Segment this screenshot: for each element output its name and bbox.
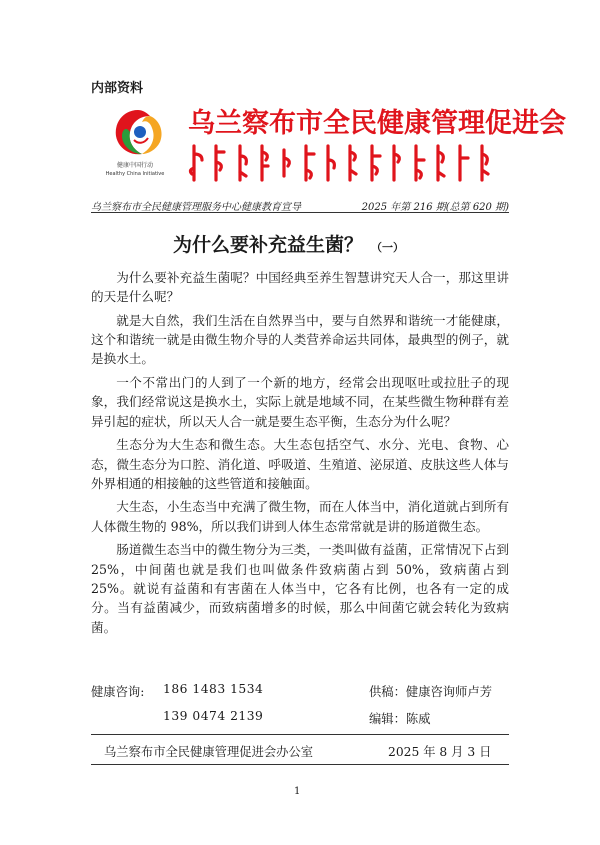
logo-caption-en: Healthy China Initiative (105, 171, 165, 177)
issue-number: 2025 年第 216 期(总第 620 期) (361, 202, 509, 213)
healthy-china-logo-icon (106, 102, 170, 166)
contact-label: 健康咨询: (91, 685, 145, 699)
article-paragraph: 一个不常出门的人到了一个新的地方，经常会出现呕吐或拉肚子的现象，我们经常说这是换水土，实际上就是地域不同，在某些微生物种群有差异引起的症状，所以天人合一就是要生态平衡，生态分为什么呢？ (91, 375, 509, 429)
issue-info-line (91, 198, 509, 213)
author-name: 健康咨询师卢芳 (405, 685, 492, 699)
article-paragraph: 生态分为大生态和微生态。大生态包括空气、水分、光电、食物、心态，微生态分为口腔、消化道、呼吸道、生殖道、泌尿道、皮肤这些人体与外界相通的相接触的这些管道和接触面。 (91, 437, 509, 491)
article-title (173, 230, 404, 257)
internal-label: 内部资料 (91, 81, 144, 96)
footer-office: 乌兰察布市全民健康管理促进会办公室 (104, 745, 314, 759)
article-paragraph: 大生态，小生态当中充满了微生物，而在人体当中，消化道就占到所有人体微生物的 98%，所以我们讲到人体生态常常就是讲的肠道微生态。 (91, 499, 509, 534)
author-credit (369, 682, 492, 700)
logo-caption-cn: 健康中国行动 (116, 162, 153, 169)
contact-block (91, 682, 509, 736)
logo-caption (96, 162, 174, 178)
header-divider (91, 212, 509, 213)
contact-phone-1: 186 1483 1534 (163, 682, 264, 696)
footer-date: 2025 年 8 月 3 日 (388, 745, 492, 759)
article-paragraph: 就是大自然，我们生活在自然界当中，要与自然界和谐统一才能健康，这个和谐统一就是由微生物介导的人类营养命运共同体，最典型的例子，就是换水土。 (91, 312, 509, 367)
editor-label: 编辑： (369, 712, 406, 726)
mongolian-script-title (188, 140, 508, 186)
footer-divider-bottom (91, 764, 509, 765)
article-title-text: 为什么要补充益生菌？ (173, 234, 364, 256)
article-paragraph: 为什么要补充益生菌呢？中国经典至养生智慧讲究天人合一，那这里讲的天是什么呢？ (91, 270, 509, 305)
editor-credit (369, 709, 431, 727)
organization-title: 乌兰察布市全民健康管理促进会 (188, 108, 566, 139)
article-paragraph: 肠道微生态当中的微生物分为三类，一类叫做有益菌，正常情况下占到 25%，中间菌也就是我们也叫做条件致病菌占到 50%，致病菌占到 25%。就说有益菌和有害菌在人体当中，它各有比例，也各有一定的成分。当有益菌减少，而致病菌增多的时候，那么中间菌它就会转化为致病菌。 (91, 542, 509, 635)
article-body (91, 268, 509, 641)
article-part-label: （一） (371, 241, 405, 254)
contact-phone-2: 139 0474 2139 (163, 709, 264, 723)
footer-divider-top (91, 734, 509, 735)
page-number: 1 (294, 786, 301, 797)
author-label: 供稿： (369, 685, 406, 699)
issue-publisher: 乌兰察布市全民健康管理服务中心健康教育宣导 (91, 202, 301, 213)
editor-name: 陈威 (405, 712, 431, 726)
